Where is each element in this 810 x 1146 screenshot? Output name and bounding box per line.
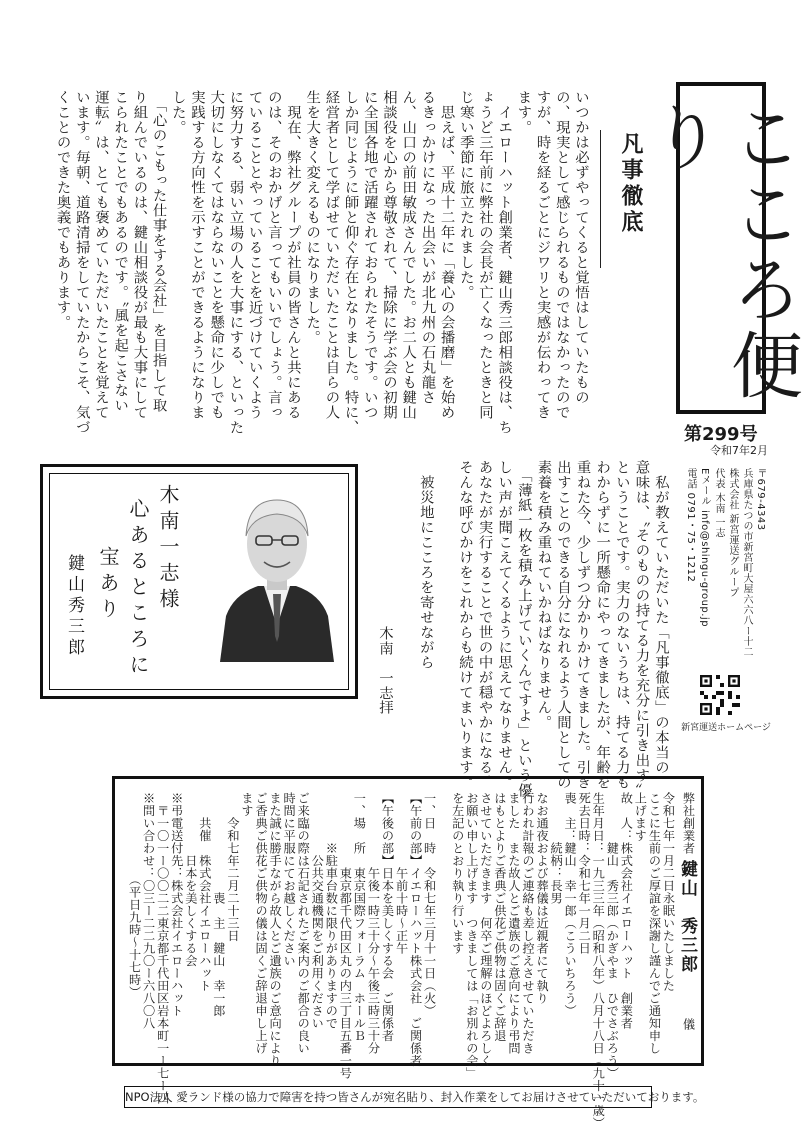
heading-divider (600, 130, 601, 268)
calligraphy-line-2: 心あるところに (126, 498, 150, 680)
text-column: ん、山口の前田敏成さんでした。お二人とも鍵山 (400, 90, 417, 420)
text-column: に努力する、弱い立場の人を大事にする、といった (227, 90, 244, 435)
text-column: 生年月日：一九三三年（昭和八年）八月十八日（九十一歳） (591, 792, 606, 1130)
text-column: 鍵山 秀三郎（かぎやま ひでさぶろう） (605, 792, 620, 1080)
text-column: 令和七年一月二日永眠いたしました (661, 792, 676, 992)
text-column: イエローハット創業者、鍵山秀三郎相談役は、ち (496, 90, 513, 435)
text-column: ※弔電送付先：株式会社イエローハット (169, 792, 184, 1017)
notice-honorific: 儀 (681, 1018, 696, 1031)
text-column: お願い申し上げます つきましては「お別れの会」 (464, 792, 479, 1080)
text-column: はもとよりご香典ご供花ご供物は固くご辞退 (492, 792, 507, 1042)
text-column: に全国各地で活躍されておられたそうです。いつ (361, 90, 378, 420)
article-heading: 凡事徹底 (618, 132, 644, 236)
notice-deceased-name: 鍵山 秀三郎 (677, 860, 697, 974)
text-column: ここに生前のご厚誼を深謝し謹んでご通知申し (647, 792, 662, 1055)
text-column: なお通夜および葬儀は近親者にて執り (535, 792, 550, 1005)
text-column: 共催 株式会社イエローハット (197, 792, 212, 992)
text-column: 行われ計報のご連絡も差し控えさせていただき (521, 792, 535, 1055)
text-column: 午後一時三十分〜午後三時三十分 (366, 792, 381, 1055)
text-column: 【午後の部】日本を美しくする会 ご関係者 (380, 792, 395, 1042)
qr-caption: 新宮運送ホームページ (681, 723, 771, 733)
text-column: 令和七年二月二十三日 (225, 792, 240, 942)
text-column: 公共交通機関をご利用ください (310, 792, 325, 1030)
text-column: 〒一〇一ー〇〇二二東京都千代田区岩本町一ー七ー四 (155, 792, 170, 1105)
text-column: 故 人：株式会社イエローハット 創業者 (619, 792, 634, 1030)
text-column: ます。 (515, 90, 532, 135)
text-column: そんな呼びかけをこれからも続けてまいります。 (457, 460, 473, 790)
publisher-email: Eメール info@shingu-group.jp (699, 468, 710, 628)
signature-name: 木南 一志 (377, 626, 393, 701)
text-column: また誠に勝手ながら故人とご遺族のご意向により (268, 792, 283, 1067)
text-column: 「心のこもった仕事をする会社」を目指して取 (150, 90, 167, 413)
text-column: 【午前の部】イエローハット株式会社 ご関係者 (408, 792, 423, 1067)
text-column: 現在、弊社グループが社員の皆さんと共にある (285, 90, 301, 420)
publisher-company: 株式会社 新宮運送グループ (727, 468, 738, 598)
calligraphy-line-3: 宝あり (96, 546, 120, 624)
notice-intro: 弊社創業者 (681, 792, 696, 855)
text-column: 実践する方向性を示すことができるようになりま (189, 90, 205, 420)
text-column: させていただきます 何卒ご理解のほどよろしく (478, 792, 493, 1067)
text-column: （平日九時〜十七時） (127, 792, 142, 999)
text-column: ということです。実力のないうちは、持てる力も (613, 460, 630, 790)
text-column: ※問い合わせ：〇三ー二二九〇ー六八〇八 (141, 792, 156, 1030)
portrait-photo (212, 476, 342, 662)
text-column: いつかは必ずやってくると覚悟はしていたもの (573, 90, 589, 405)
text-column: 重ねた今、少しずつ分かりかけてきました。引き (574, 460, 591, 790)
calligraphy-signature: 鍵山秀三郎 (64, 554, 84, 659)
text-column: 続柄：長男 (549, 792, 564, 905)
text-column: すが、時を経るごとにジワリと実感が伝わってき (534, 90, 551, 420)
signature-suffix: 拝 (377, 700, 393, 715)
text-column: 思えば、平成十二年に「養心の会播磨」を始め (438, 90, 455, 420)
text-column: り組んでいるのは、鍵山相談役が最も大事にして (131, 90, 148, 420)
calligraphy-line-1: 木南一志様 (156, 484, 180, 614)
text-column: 運転〟は、とても褒めていただいたことを覚えて (93, 90, 109, 420)
text-column: います。毎朝、道路清掃をしていたからこそ、気づ (73, 90, 90, 435)
text-column: ょうど三年前に弊社の会長が亡くなったときと同 (477, 90, 493, 420)
text-column: 出すことのできる自分になれるよう人間としての (555, 460, 571, 790)
text-column: 一、場 所 東京国際フォーラム ホールＢ (352, 792, 367, 1042)
text-column: 時間に平服にてお越しください (282, 792, 297, 967)
text-column: 大切にしなくてはならないことを懸命に少しでも (208, 90, 225, 420)
text-column: わからずに一所懸命にやってきましたが、年齢を (594, 460, 611, 790)
newsletter-title: こころ便り (639, 100, 803, 404)
text-column: ます (240, 792, 254, 817)
text-column: 一、日 時 令和七年三月十一日（火） (422, 792, 437, 1017)
text-column: るきっかけになった出会いが北九州の石丸龍さ (419, 90, 436, 405)
text-column: ご来臨の際は石記されたご案内のご都合の良い (296, 792, 311, 1055)
text-column: の、現実として感じられるものではなかったので (553, 90, 570, 420)
text-column: こられたことでもあるのです。〝風を起こさない (112, 90, 129, 413)
text-column: 「薄紙一枚を積み上げていくんですよ」という優 (515, 460, 532, 798)
publisher-phone: 電話 0791・75・1212 (685, 468, 696, 583)
footer-notice: NPO法人 愛ランド様の協力で障害を持つ皆さんが宛名貼り、封入作業をしてお届けさせていただいております。 (124, 1086, 652, 1108)
text-column: 東京都千代田区丸の内三丁目五番一号 (338, 792, 353, 1080)
qr-code-icon[interactable] (700, 675, 740, 715)
text-column: 死去日時：令和七年一月二日 (577, 792, 592, 955)
text-column: のは、そのおかげと言ってもいいでしょう。言っ (265, 90, 282, 420)
text-column: くことのできた奥義でもあります。 (54, 90, 71, 330)
text-column: した。 (169, 90, 186, 135)
publisher-postal: 〒679-4343 (755, 468, 766, 531)
text-column: あなたが実行することで世の中が穏やかになる、 (476, 460, 493, 790)
text-column: 午前十時〜正午 (394, 792, 409, 955)
text-column: 経営者として学ばせていただいたことは自らの人 (323, 90, 340, 420)
text-column: 私が教えていただいた「凡事徹底」の本当の (653, 460, 669, 775)
text-column: ご香典ご供花ご供物の儀は固くご辞退申し上げ (254, 792, 269, 1055)
text-column: 素養を積み重ねていかねばなりません。 (535, 460, 552, 730)
text-column: 喪 主 鍵山 幸一郎 (211, 792, 226, 1017)
text-column: ていることとやっていることを近づけていくよう (246, 90, 263, 420)
issue-number: 第299号 (684, 424, 758, 445)
text-column: 被災地にこころを寄せながら (417, 460, 434, 670)
text-column: 上げます (633, 792, 648, 842)
text-column: 意味は、〝そのものの持てる力を充分に引き出す〟 (633, 460, 650, 798)
text-column: ました また故人とご遺族のご意向により弔問 (506, 792, 521, 1055)
text-column: 相談役を心から尊敬されて、掃除に学ぶ会の初期 (381, 90, 397, 420)
text-column: じ寒い季節に旅立たれました。 (457, 90, 474, 300)
publisher-representative: 代表 木南 一志 (713, 468, 724, 539)
issue-date: 令和7年2月 (710, 444, 768, 457)
text-column: しい声が聞こえてくるように思えてなりません。 (496, 460, 513, 790)
text-column: 生を大きく変えるものになりました。 (304, 90, 321, 345)
text-column: しか同じように師と仰ぐ存在となりました。特に、 (342, 90, 359, 435)
text-column: 日本を美しくする会 (183, 792, 198, 967)
title-box (639, 82, 803, 414)
publisher-address: 兵庫県たつの市新宮町大屋六六八ー十二 (741, 468, 752, 657)
text-column: を左記のとおり執り行います (450, 792, 465, 955)
text-column: 喪 主：鍵山 幸一郎（こういちろう） (563, 792, 578, 1017)
text-column: ※駐車台数に限りがありますので (324, 792, 339, 1030)
